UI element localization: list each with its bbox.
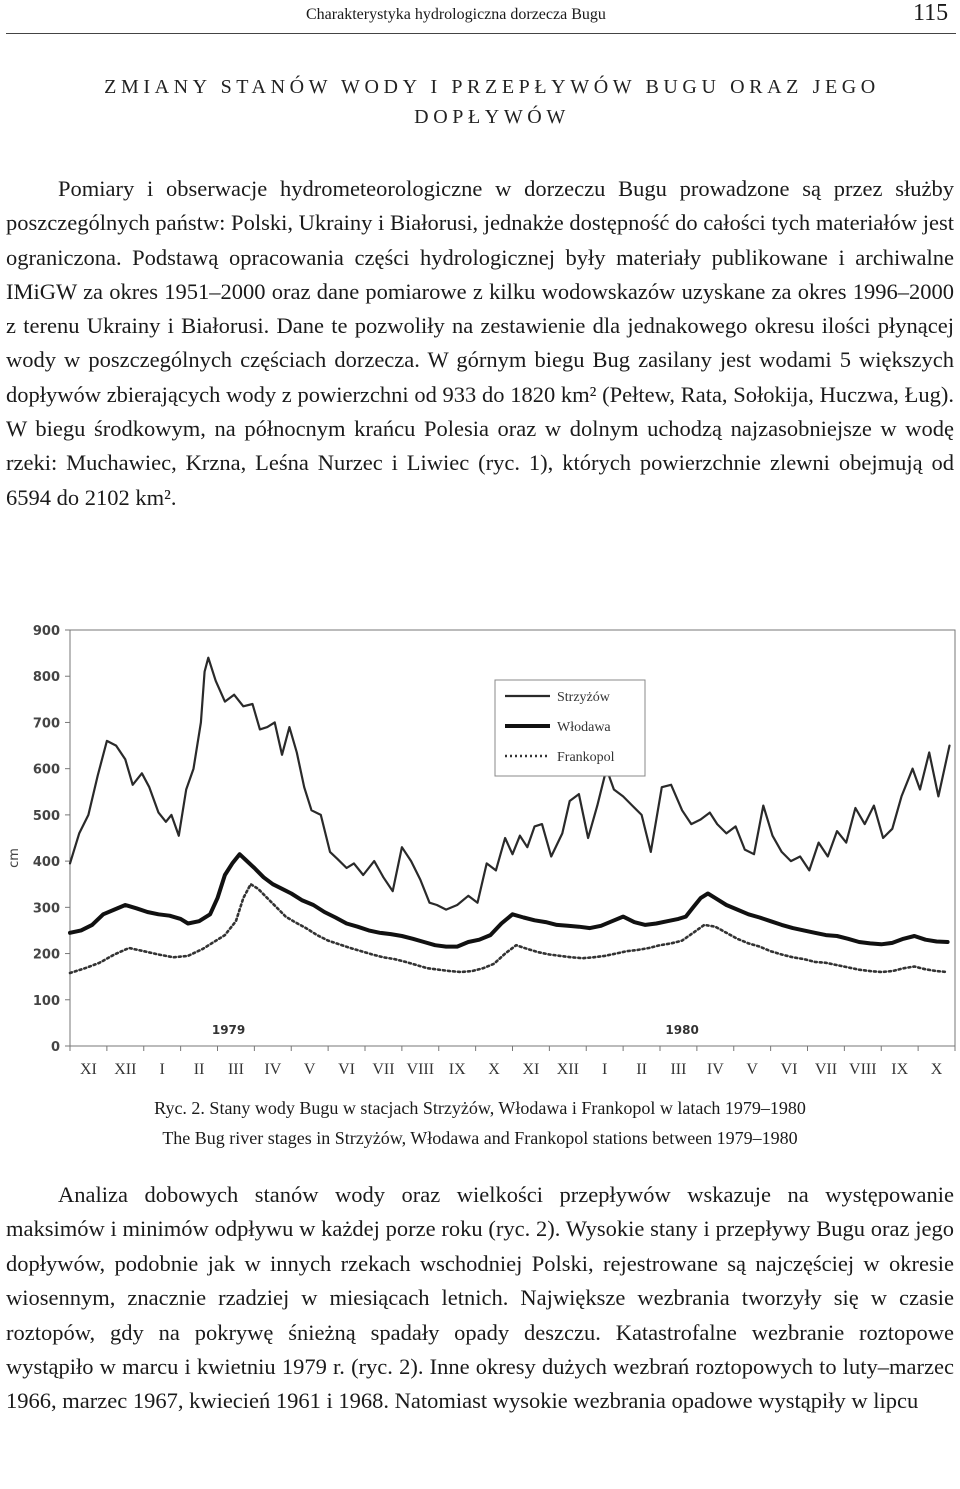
figure-caption-en: The Bug river stages in Strzyżów, Włodawa and Frankopol stations between 1979–1980 bbox=[162, 1128, 798, 1148]
x-month-label: XI bbox=[79, 1061, 97, 1078]
y-tick-label: 100 bbox=[32, 993, 60, 1009]
year-label: 1979 bbox=[211, 1023, 246, 1037]
series-line-frankopol bbox=[70, 884, 948, 973]
x-month-label: II bbox=[193, 1061, 205, 1078]
y-tick-label: 200 bbox=[32, 947, 60, 963]
x-month-label: IX bbox=[891, 1061, 909, 1078]
legend-label: Frankopol bbox=[557, 750, 615, 765]
y-tick-label: 0 bbox=[50, 1040, 60, 1055]
y-tick-label: 900 bbox=[32, 624, 60, 639]
paragraph-analysis: Analiza dobowych stanów wody oraz wielkości przepływów wskazuje na występowanie maksimów i minimów odpływu w każdej porze roku (ryc. 2). Wysokie stany i przepływy Bugu oraz jego dopływów, podobnie jak w innych rzekach wschodniej Polski, rejestrowane są najczęściej w okresie wiosennym, znacznie rzadziej w miesiącach letnich. Największe wezbrania tworzyły się w czasie roztopów, gdy na pokrywę śnieżną spadały opady deszczu. Katastrofalne wezbranie roztopowe wystąpiło w marcu i kwietniu 1979 r. (ryc. 2). Inne okresy dużych wezbrań roztopowych to luty–marzec 1966, marzec 1967, kwiecień 1961 i 1968. Natomiast wysokie wezbrania opadowe wystąpiły w lipcu bbox=[6, 1182, 954, 1414]
x-month-label: V bbox=[303, 1061, 316, 1078]
x-month-label: VIII bbox=[406, 1061, 435, 1078]
x-month-label: X bbox=[488, 1061, 500, 1078]
x-month-label: VII bbox=[814, 1061, 838, 1078]
x-month-label: VII bbox=[372, 1061, 395, 1078]
year-label: 1980 bbox=[665, 1023, 699, 1037]
x-month-label: VI bbox=[338, 1061, 356, 1078]
y-tick-label: 700 bbox=[32, 716, 60, 732]
x-month-label: III bbox=[227, 1061, 244, 1078]
x-month-label: X bbox=[930, 1061, 943, 1078]
x-month-label: I bbox=[602, 1061, 608, 1078]
figure-caption-pl: Ryc. 2. Stany wody Bugu w stacjach Strzyżów, Włodawa i Frankopol w latach 1979–1980 bbox=[154, 1098, 806, 1118]
header-rule bbox=[6, 33, 956, 34]
y-tick-label: 300 bbox=[32, 901, 60, 917]
x-month-label: II bbox=[636, 1061, 647, 1078]
legend-label: Włodawa bbox=[557, 720, 611, 735]
y-tick-label: 600 bbox=[32, 762, 60, 778]
x-month-label: VI bbox=[780, 1061, 798, 1078]
x-month-label: IV bbox=[706, 1061, 724, 1078]
river-stage-chart bbox=[0, 618, 960, 1088]
y-tick-label: 400 bbox=[32, 855, 60, 871]
legend-label: Strzyżów bbox=[557, 690, 610, 705]
x-month-label: I bbox=[159, 1061, 165, 1078]
y-axis-label: cm bbox=[7, 848, 22, 868]
x-month-label: IV bbox=[264, 1061, 282, 1078]
running-head-title: Charakterystyka hydrologiczna dorzecza Bugu bbox=[306, 6, 606, 23]
x-month-label: XII bbox=[556, 1061, 579, 1078]
x-month-label: III bbox=[670, 1061, 687, 1078]
section-title: ZMIANY STANÓW WODY I PRZEPŁYWÓW BUGU ORAZ JEGO DOPŁYWÓW bbox=[104, 76, 880, 128]
x-month-label: XI bbox=[522, 1061, 540, 1078]
figure-river-stages bbox=[0, 618, 960, 1088]
series-line-włodawa bbox=[70, 854, 948, 946]
x-month-label: V bbox=[746, 1061, 758, 1078]
x-month-label: XII bbox=[114, 1061, 137, 1078]
page-number: 115 bbox=[913, 0, 949, 26]
y-tick-label: 500 bbox=[32, 808, 60, 824]
x-month-label: IX bbox=[448, 1061, 466, 1078]
running-head bbox=[0, 0, 960, 34]
y-tick-label: 800 bbox=[32, 670, 60, 686]
paragraph-intro: Pomiary i obserwacje hydrometeorologiczne w dorzeczu Bugu prowadzone są przez służby poszczególnych państw: Polski, Ukrainy i Białorusi, jednakże dostępność do całości tych materiałów jest ograniczona. Podstawą opracowania części hydrologicznej były materiały publikowane i archiwalne IMiGW za okres 1951–2000 oraz dane pomiarowe z kilku wodowskazów uzyskane za okres 1996–2000 z terenu Ukrainy i Białorusi. Dane te pozwoliły na zestawienie dla jednakowego okresu ilości płynącej wody w poszczególnych częściach dorzecza. W górnym biegu Bug zasilany jest wodami 5 większych dopływów zbierających wody z powierzchni od 933 do 1820 km² (Pełtew, Rata, Sołokija, Huczwa, Ług). W biegu środkowym, na północnym krańcu Polesia oraz w dolnym uchodzą najzasobniejsze w wodę rzeki: Muchawiec, Krzna, Leśna Nurzec i Liwiec (ryc. 1), których powierzchnie zlewni obejmują od 6594 do 2102 km². bbox=[6, 176, 954, 510]
x-month-label: VIII bbox=[849, 1061, 877, 1078]
